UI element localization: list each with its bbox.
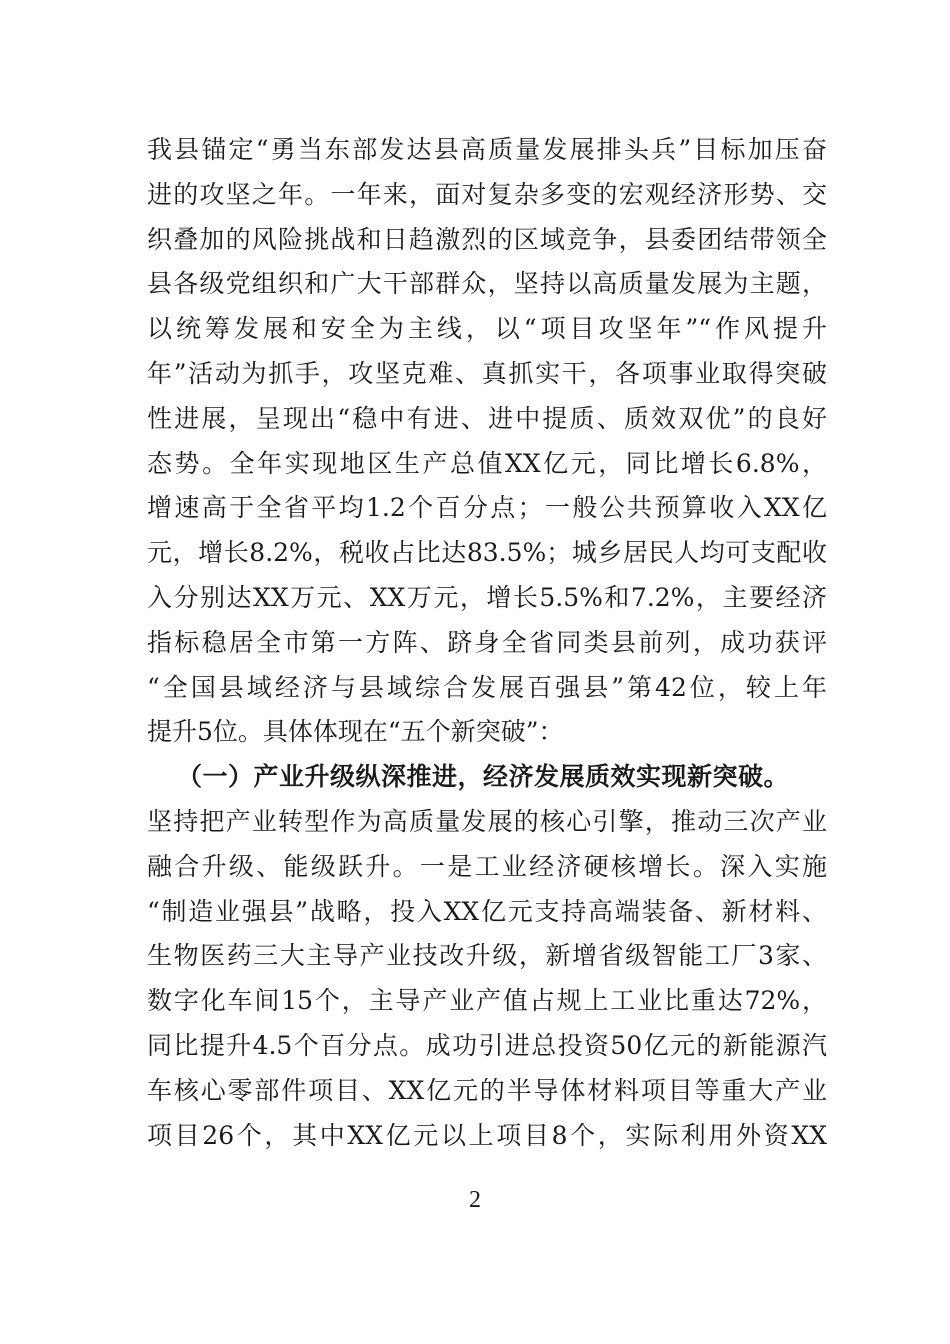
text-line: “制造业强县”战略，投入XX亿元支持高端装备、新材料、 (147, 896, 827, 926)
text-line: 增速高于全省平均1.2个百分点；一般公共预算收入XX亿 (147, 493, 827, 523)
text-line: 以统筹发展和安全为主线，以“项目攻坚年”“作风提升 (147, 314, 827, 344)
text-line: 同比提升4.5个百分点。成功引进总投资50亿元的新能源汽 (147, 1030, 827, 1060)
text-line: 入分别达XX万元、XX万元，增长5.5%和7.2%，主要经济 (147, 582, 827, 612)
text-line: “全国县域经济与县域综合发展百强县”第42位，较上年 (147, 672, 827, 702)
page-number: 2 (469, 1187, 481, 1213)
text-line: 车核心零部件项目、XX亿元的半导体材料项目等重大产业 (147, 1075, 827, 1105)
text-line: 县各级党组织和广大干部群众，坚持以高质量发展为主题， (147, 269, 827, 299)
text-line: 我县锚定“勇当东部发达县高质量发展排头兵”目标加压奋 (147, 135, 827, 164)
text-line: 融合升级、能级跃升。一是工业经济硬核增长。深入实施 (147, 851, 827, 881)
text-line: 性进展，呈现出“稳中有进、进中提质、质效双优”的良好 (147, 403, 827, 433)
text-line: 生物医药三大主导产业技改升级，新增省级智能工厂3家、 (147, 941, 827, 971)
text-line: 数字化车间15个，主导产业产值占规上工业比重达72%， (147, 986, 827, 1016)
text-line: 织叠加的风险挑战和日趋激烈的区域竞争，县委团结带领全 (147, 224, 827, 254)
text-line: 年”活动为抓手，攻坚克难、真抓实干，各项事业取得突破 (147, 358, 827, 388)
text-line: 指标稳居全市第一方阵、跻身全省同类县前列，成功获评 (147, 627, 827, 657)
body-text (147, 128, 827, 1158)
section-heading: （一）产业升级纵深推进，经济发展质效实现新突破。 (177, 762, 790, 792)
text-line: 提升5位。具体体现在“五个新突破”： (147, 717, 564, 747)
text-line: 进的攻坚之年。一年来，面对复杂多变的宏观经济形势、交 (147, 179, 827, 209)
text-line: 元，增长8.2%，税收占比达83.5%；城乡居民人均可支配收 (147, 538, 827, 568)
text-line: 项目26个，其中XX亿元以上项目8个，实际利用外资XX (147, 1120, 827, 1150)
text-line: 态势。全年实现地区生产总值XX亿元，同比增长6.8%， (147, 448, 827, 478)
text-line: 坚持把产业转型作为高质量发展的核心引擎，推动三次产业 (147, 806, 827, 836)
